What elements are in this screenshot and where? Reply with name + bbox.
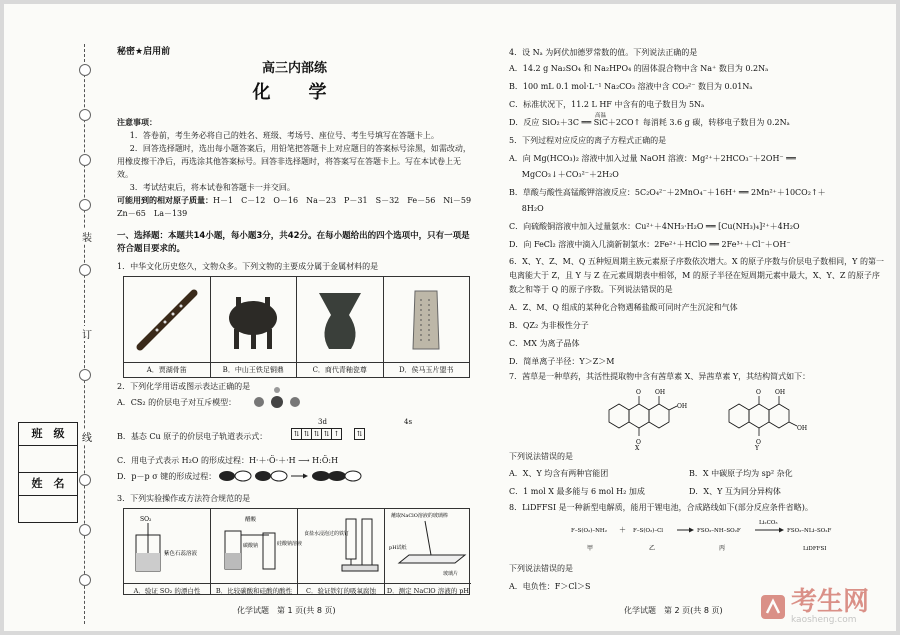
ph-test-apparatus bbox=[385, 509, 471, 579]
q6-option-d[interactable]: D．简单离子半径：Y＞Z＞M bbox=[509, 357, 615, 366]
compound-bing: FSO₂–NH–SO₂F bbox=[697, 528, 741, 534]
notes-title: 注意事项： bbox=[117, 118, 157, 127]
orbital-diagram-3d: ⇅ ⇅ ⇅ ⇅ ↑ bbox=[292, 428, 342, 440]
page-2-footer: 化学试题 第 2 页(共 8 页) bbox=[624, 606, 723, 615]
svg-text:SO₂: SO₂ bbox=[140, 516, 152, 523]
svg-text:O: O bbox=[636, 389, 641, 396]
q1-option-b[interactable] bbox=[211, 277, 298, 377]
q7-substem: 下列说法错误的是 bbox=[509, 452, 573, 461]
structure-y-label: Y bbox=[755, 445, 759, 452]
structure-x-label: X bbox=[635, 445, 640, 452]
q2-stem: 2．下列化学用语或图示表达正确的是 bbox=[117, 382, 251, 391]
svg-text:O: O bbox=[636, 439, 641, 446]
q7-option-d[interactable]: D．X、Y 互为同分异构体 bbox=[689, 487, 781, 496]
q6-option-b[interactable]: B．QZ₂ 为非极性分子 bbox=[509, 321, 589, 330]
svg-text:pH试纸: pH试纸 bbox=[389, 545, 407, 551]
binding-word-ding: 订 bbox=[82, 326, 92, 341]
q5-option-a[interactable] bbox=[509, 152, 884, 181]
binding-word-xian: 线 bbox=[82, 429, 92, 444]
vsepr-model-icon bbox=[247, 386, 307, 418]
q2-option-d[interactable] bbox=[117, 470, 472, 486]
q1-option-d-caption: D．侯马玉片盟书 bbox=[384, 362, 470, 377]
watermark-brand: 考生网 bbox=[791, 587, 870, 617]
q1-option-d[interactable] bbox=[384, 277, 470, 377]
q6-option-a[interactable]: A．Z、M、Q 组成的某种化合物遇稀盐酸可同时产生沉淀和气体 bbox=[509, 303, 738, 312]
name-blank[interactable] bbox=[19, 496, 77, 522]
secret-mark: 秘密★启用前 bbox=[117, 47, 171, 57]
compound-product: FSO₂–NLi–SO₂F bbox=[787, 528, 832, 534]
q5-option-d[interactable]: D．向 FeCl₂ 溶液中滴入几滴新制氯水：2Fe²⁺＋HClO ══ 2Fe³⁺＋Cl⁻＋OH⁻ bbox=[509, 240, 791, 249]
structure-y bbox=[729, 396, 797, 436]
q2-option-d-text: D．p－p σ 键的形成过程： bbox=[117, 472, 217, 481]
q7-option-b[interactable]: B．X 中碳原子均为 sp² 杂化 bbox=[689, 469, 793, 478]
q5-stem: 5．下列过程对应反应的离子方程式正确的是 bbox=[509, 136, 667, 145]
q8-synthesis-route bbox=[569, 514, 869, 564]
watermark-url: kaosheng.com bbox=[791, 615, 857, 625]
q6-stem: 6．X、Y、Z、M、Q 五种短周期主族元素原子序数依次增大。X 的原子序数与价层电子数相同，Y 的第一电离能大于 Z，且 Y 与 Z 在元素周期表中相邻，M 的原子半径在短周期元素中最大，X、Y、Z 的原子序数之和等于 Q 的原子序数。下列说法错误的是 bbox=[509, 257, 884, 294]
q8-option-a[interactable]: A．电负性：F＞Cl＞S bbox=[509, 582, 591, 591]
q2-4s-label: 4s bbox=[404, 418, 413, 426]
binding-hole bbox=[79, 474, 91, 486]
q3-option-c-caption: C．验证铁钉的吸氧腐蚀 bbox=[298, 583, 384, 598]
q3-option-d[interactable] bbox=[385, 509, 471, 594]
q3-apparatus-table bbox=[123, 508, 470, 595]
svg-text:蘸取NaClO溶液的玻璃棒: 蘸取NaClO溶液的玻璃棒 bbox=[391, 513, 448, 519]
svg-text:OH: OH bbox=[797, 425, 808, 432]
svg-text:食盐水浸泡过的铁钉: 食盐水浸泡过的铁钉 bbox=[304, 531, 350, 537]
svg-text:O: O bbox=[756, 389, 761, 396]
q3-option-b[interactable] bbox=[211, 509, 303, 595]
q7-option-a[interactable]: A．X、Y 均含有两种官能团 bbox=[509, 469, 609, 478]
q5-option-b-line2: 8H₂O bbox=[521, 204, 544, 213]
svg-text:LiDFFSI: LiDFFSI bbox=[803, 546, 827, 552]
q1-image-table bbox=[123, 276, 470, 378]
svg-text:O: O bbox=[756, 439, 761, 446]
page-1-footer: 化学试题 第 1 页(共 8 页) bbox=[237, 606, 336, 615]
name-label: 姓 名 bbox=[19, 473, 77, 496]
compound-yi: F–S(O₂)–Cl bbox=[633, 528, 664, 534]
q1-option-c[interactable] bbox=[297, 277, 384, 377]
p-p-sigma-bond-diagram bbox=[217, 468, 367, 484]
q1-option-c-caption: C．商代青釉瓷尊 bbox=[297, 362, 383, 377]
q4-option-b[interactable]: B．100 mL 0.1 mol·L⁻¹ Na₂CO₃ 溶液中含 CO₃²⁻ 数目为 0.01Nₐ bbox=[509, 82, 753, 91]
svg-text:OH: OH bbox=[655, 389, 666, 396]
svg-text:Li₂CO₃: Li₂CO₃ bbox=[759, 520, 778, 526]
class-blank[interactable] bbox=[19, 446, 77, 472]
q3-option-d-caption: D．测定 NaClO 溶液的 pH bbox=[385, 583, 471, 598]
q4-option-d-text: D．反应 SiO₂＋3C ══ SiC＋2CO↑ 每消耗 3.6 g 碳，转移电子数目为 0.2Nₐ bbox=[509, 118, 790, 127]
q5-option-c[interactable]: C．向硫酸铜溶液中加入过量氨水：Cu²⁺＋4NH₃·H₂O ══ [Cu(NH₃)₄]²⁺＋4H₂O bbox=[509, 222, 800, 231]
jade-tablet-image bbox=[391, 285, 461, 355]
q7-structures bbox=[599, 384, 859, 450]
q8-stem: 8．LiDFFSI 是一种新型电解质，能用于锂电池，合成路线如下(部分反应条件省略)。 bbox=[509, 503, 813, 512]
q8-substem: 下列说法错误的是 bbox=[509, 564, 573, 573]
q1-option-a-caption: A．贾湖骨笛 bbox=[124, 362, 210, 377]
q1-option-b-caption: B．中山王铁足铜鼎 bbox=[211, 362, 297, 377]
q2-option-c[interactable]: C．用电子式表示 H₂O 的形成过程：H·＋·Ö·＋·H ⟶ H:Ö:H bbox=[117, 456, 339, 465]
svg-text:硅酸钠溶液: 硅酸钠溶液 bbox=[277, 541, 303, 547]
celadon-vessel-image bbox=[305, 285, 375, 355]
q5-option-b[interactable] bbox=[509, 186, 884, 215]
q3-stem: 3．下列实验操作或方法符合规范的是 bbox=[117, 494, 251, 503]
svg-text:玻璃片: 玻璃片 bbox=[443, 571, 459, 577]
q3-option-c[interactable] bbox=[298, 509, 385, 594]
exam-sheet bbox=[4, 4, 896, 631]
binding-hole bbox=[79, 264, 91, 276]
class-label: 班 级 bbox=[19, 423, 77, 446]
svg-text:醋酸: 醋酸 bbox=[245, 517, 257, 523]
q7-stem: 7．茜草是一种草药，其活性提取物中含有茜草素 X、异茜草素 Y，其结构简式如下： bbox=[509, 372, 811, 381]
atomic-label: 可能用到的相对原子质量： bbox=[117, 196, 213, 205]
bronze-ding-image bbox=[218, 285, 288, 355]
q2-3d-label: 3d bbox=[318, 418, 327, 426]
q2-option-a-text: A．CS₂ 的价层电子对互斥模型： bbox=[117, 398, 237, 407]
binding-word-zhuang: 装 bbox=[82, 229, 92, 244]
q2-option-a[interactable] bbox=[117, 396, 472, 426]
svg-text:紫色石蕊溶液: 紫色石蕊溶液 bbox=[164, 551, 198, 557]
q2-option-b-text: B．基态 Cu 原子的价层电子轨道表示式： bbox=[117, 432, 268, 441]
q7-option-c[interactable]: C．1 mol X 最多能与 6 mol H₂ 加成 bbox=[509, 487, 645, 496]
orbital-diagram-4s: ⇅ bbox=[355, 428, 365, 440]
name-field[interactable] bbox=[18, 472, 78, 523]
q4-option-a[interactable]: A．14.2 g Na₂SO₄ 和 Na₂HPO₄ 的固体混合物中含 Na⁺ 数目为 0.2Nₐ bbox=[509, 64, 769, 73]
q4-stem: 4．设 Nₐ 为阿伏加德罗常数的值。下列说法正确的是 bbox=[509, 48, 698, 57]
rusting-apparatus bbox=[298, 509, 384, 579]
binding-hole bbox=[79, 524, 91, 536]
binding-hole bbox=[79, 369, 91, 381]
svg-text:OH: OH bbox=[775, 389, 786, 396]
q3-option-a-caption: A．验证 SO₂ 的漂白性 bbox=[124, 583, 210, 598]
subject-title: 化 学 bbox=[252, 82, 337, 103]
svg-text:＋: ＋ bbox=[619, 526, 626, 534]
svg-text:乙: 乙 bbox=[649, 545, 656, 552]
watermark bbox=[759, 589, 869, 625]
q6-option-c[interactable]: C．MX 为离子晶体 bbox=[509, 339, 580, 348]
q5-option-a-line1: A．向 Mg(HCO₃)₂ 溶液中加入过量 NaOH 溶液：Mg²⁺＋2HCO₃⁻＋2OH⁻ ══ bbox=[509, 154, 796, 163]
binding-hole bbox=[79, 109, 91, 121]
binding-hole bbox=[79, 154, 91, 166]
note-item: 3．考试结束后，将本试卷和答题卡一并交回。 bbox=[129, 183, 295, 192]
binding-hole bbox=[79, 574, 91, 586]
q5-option-a-line2: MgCO₃↓＋CO₃²⁻＋2H₂O bbox=[521, 170, 619, 179]
q3-option-b-caption: B．比较碳酸和硅酸的酸性 bbox=[211, 583, 297, 598]
q2-option-b[interactable] bbox=[117, 418, 472, 448]
binding-hole bbox=[79, 64, 91, 76]
so2-litmus-apparatus bbox=[124, 509, 210, 579]
svg-text:甲: 甲 bbox=[587, 545, 594, 552]
q1-option-a[interactable] bbox=[124, 277, 211, 377]
exam-title: 高三内部练 bbox=[261, 61, 327, 76]
svg-text:OH: OH bbox=[677, 403, 688, 410]
compound-jia: F–S(O₂)–NH₂ bbox=[571, 528, 607, 534]
q4-option-c[interactable]: C．标准状况下，11.2 L HF 中含有的电子数目为 5Nₐ bbox=[509, 100, 705, 109]
notes bbox=[117, 116, 480, 220]
q1-stem: 1．中华文化历史悠久，文物众多。下列文物的主要成分属于金属材料的是 bbox=[117, 262, 379, 271]
bone-flute-image bbox=[132, 285, 202, 355]
q4-condition: 高温 bbox=[595, 113, 607, 119]
atomic-values: H－1 C－12 O－16 Na－23 P－31 S－32 Fe－56 Ni－59 Zn－65 La－139 bbox=[117, 196, 480, 218]
q4-option-d[interactable] bbox=[509, 113, 884, 134]
note-item: 2．回答选择题时，选出每小题答案后，用铅笔把答题卡上对应题目的答案标号涂黑，如需改动，用橡皮擦干净后，再选涂其他答案标号。回答非选择题时，将答案写在答题卡上。写在本试卷上无效。 bbox=[117, 144, 471, 179]
structure-x bbox=[609, 396, 677, 436]
q5-option-b-line1: B．草酸与酸性高锰酸钾溶液反应：5C₂O₄²⁻＋2MnO₄⁻＋16H⁺ ══ 2Mn²⁺＋10CO₂↑＋ bbox=[509, 188, 826, 197]
svg-text:丙: 丙 bbox=[719, 545, 726, 552]
class-field[interactable] bbox=[18, 422, 78, 473]
binding-hole bbox=[79, 199, 91, 211]
kaosheng-logo-icon bbox=[759, 593, 787, 621]
q3-option-a[interactable] bbox=[124, 509, 211, 594]
section-1-title: 一、选择题：本题共14小题，每小题3分，共42分。在每小题给出的四个选项中，只有一项是符合题目要求的。 bbox=[117, 231, 470, 254]
svg-text:碳酸钠: 碳酸钠 bbox=[243, 543, 259, 549]
acid-strength-apparatus bbox=[211, 509, 303, 579]
note-item: 1．答卷前，考生务必将自己的姓名、班级、考场号、座位号、考生号填写在答题卡上。 bbox=[129, 131, 439, 140]
